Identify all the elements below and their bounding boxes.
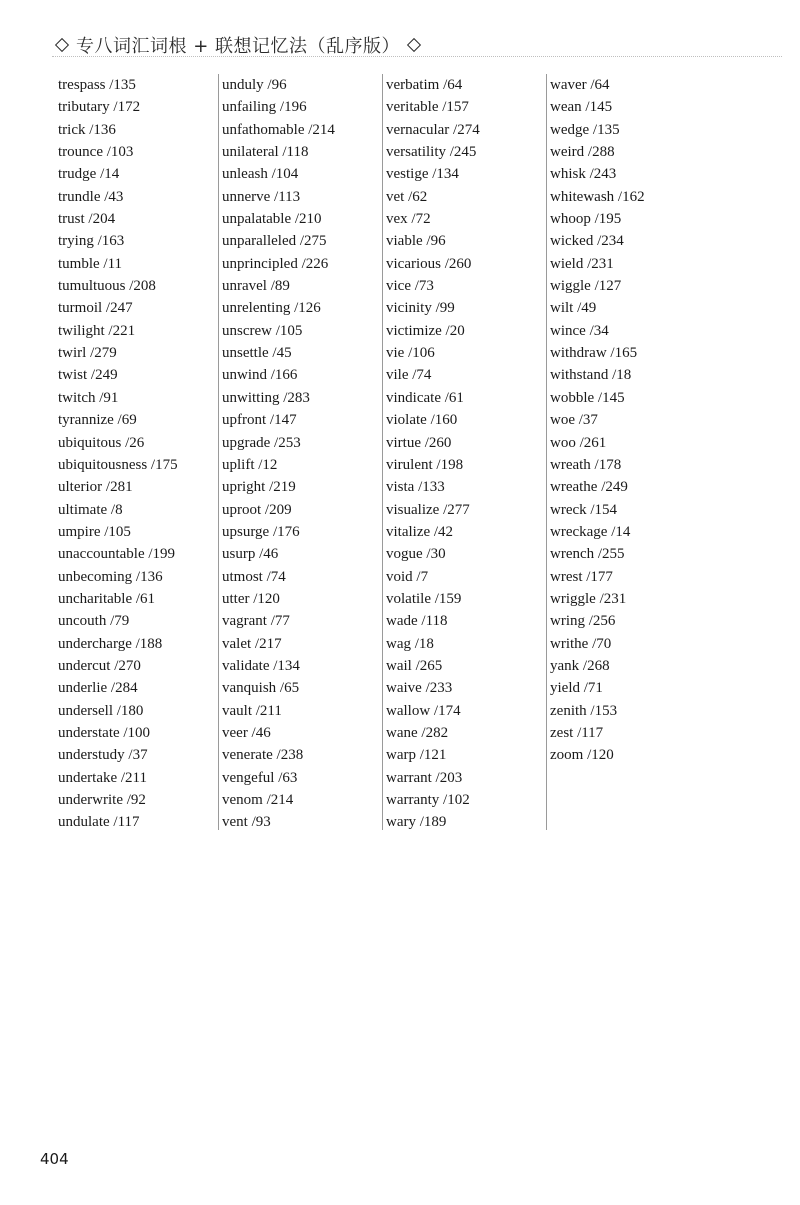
word-entry: yield /71 — [550, 680, 603, 697]
word-entry: undercharge /188 — [58, 635, 163, 652]
word-entry: void /7 — [386, 568, 429, 585]
word-entry: uncharitable /61 — [58, 590, 156, 607]
word-entry: vault /211 — [222, 702, 282, 719]
word-entry: unaccountable /199 — [58, 546, 176, 563]
word-entry: trudge /14 — [58, 166, 120, 183]
word-entry: turmoil /247 — [58, 300, 133, 317]
word-entry: tumultuous /208 — [58, 278, 156, 295]
word-entry: understudy /37 — [58, 747, 148, 764]
word-entry: victimize /20 — [386, 322, 465, 339]
word-entry: valet /217 — [222, 635, 282, 652]
word-entry: unwind /166 — [222, 367, 298, 384]
word-entry: vice /73 — [386, 278, 434, 295]
word-entry: upsurge /176 — [222, 523, 300, 540]
word-entry: weird /288 — [550, 144, 615, 161]
word-entry: wield /231 — [550, 255, 614, 272]
word-entry: waive /233 — [386, 680, 453, 697]
word-entry: warrant /203 — [386, 769, 463, 786]
word-entry: wag /18 — [386, 635, 434, 652]
word-entry: unnerve /113 — [222, 188, 301, 205]
word-entry: whisk /243 — [550, 166, 617, 183]
word-entry: withstand /18 — [550, 367, 632, 384]
word-entry: uplift /12 — [222, 456, 278, 473]
word-entry: wean /145 — [550, 99, 613, 116]
word-entry: venom /214 — [222, 792, 294, 808]
word-entry: vindicate /61 — [386, 389, 464, 406]
word-entry: trundle /43 — [58, 188, 124, 205]
word-entry: vista /133 — [386, 479, 445, 496]
word-entry: woo /261 — [550, 434, 607, 451]
word-entry: unrelenting /126 — [222, 300, 321, 317]
word-entry: vitalize /42 — [386, 523, 454, 540]
word-entry: vie /106 — [386, 345, 435, 362]
word-entry: twirl /279 — [58, 345, 117, 362]
word-entry: upgrade /253 — [222, 434, 301, 451]
word-entry: whitewash /162 — [550, 188, 645, 205]
word-entry: unilateral /118 — [222, 144, 309, 161]
page-number: 404 — [40, 1150, 69, 1168]
word-entry: wriggle /231 — [550, 590, 627, 607]
word-entry: wreath /178 — [550, 456, 622, 473]
word-entry: unscrew /105 — [222, 322, 303, 339]
word-entry: wary /189 — [386, 814, 447, 831]
word-entry: trounce /103 — [58, 144, 134, 161]
column-divider — [382, 74, 383, 830]
word-entry: zoom /120 — [550, 747, 614, 764]
word-column-3 — [386, 74, 480, 834]
word-entry: wicked /234 — [550, 233, 624, 250]
word-entry: unsettle /45 — [222, 345, 292, 362]
word-entry: vengeful /63 — [222, 769, 298, 786]
word-entry: vent /93 — [222, 814, 271, 831]
word-entry: uproot /209 — [222, 501, 292, 518]
word-entry: wreckage /14 — [550, 523, 631, 540]
word-entry: unfathomable /214 — [222, 121, 335, 138]
word-entry: wail /265 — [386, 657, 443, 674]
word-entry: wrench /255 — [550, 546, 625, 563]
word-entry: viable /96 — [386, 233, 446, 250]
word-entry: underwrite /92 — [58, 792, 146, 808]
column-divider — [218, 74, 219, 830]
word-entry: tributary /172 — [58, 99, 141, 116]
word-entry: zest /117 — [550, 724, 604, 741]
word-entry: unpalatable /210 — [222, 211, 322, 228]
word-entry: wade /118 — [386, 613, 448, 630]
header-title: 专八词汇词根 + 联想记忆法（乱序版） — [76, 36, 401, 57]
word-entry: vogue /30 — [386, 546, 446, 563]
word-entry: tumble /11 — [58, 255, 123, 272]
word-entry: unduly /96 — [222, 77, 287, 93]
word-entry: wince /34 — [550, 322, 609, 339]
word-entry: visualize /277 — [386, 501, 470, 518]
word-entry: vicinity /99 — [386, 300, 455, 317]
word-entry: unfailing /196 — [222, 99, 307, 116]
word-entry: unparalleled /275 — [222, 233, 327, 250]
word-entry: wrest /177 — [550, 568, 613, 585]
word-entry: undulate /117 — [58, 814, 140, 831]
word-entry: trick /136 — [58, 121, 116, 138]
word-entry: vile /74 — [386, 367, 432, 384]
word-entry: violate /160 — [386, 412, 458, 429]
word-entry: unbecoming /136 — [58, 568, 163, 585]
word-entry: wring /256 — [550, 613, 616, 630]
word-entry: ubiquitousness /175 — [58, 456, 178, 473]
word-entry: warp /121 — [386, 747, 447, 764]
word-entry: veer /46 — [222, 724, 271, 741]
word-entry: underlie /284 — [58, 680, 138, 697]
word-entry: vernacular /274 — [386, 121, 480, 138]
word-entry: wreck /154 — [550, 501, 618, 518]
word-entry: undersell /180 — [58, 702, 144, 719]
word-entry: wobble /145 — [550, 389, 625, 406]
word-entry: undercut /270 — [58, 657, 141, 674]
word-entry: ubiquitous /26 — [58, 434, 145, 451]
word-entry: utter /120 — [222, 590, 280, 607]
word-entry: usurp /46 — [222, 546, 279, 563]
word-entry: uncouth /79 — [58, 613, 130, 630]
word-entry: wiggle /127 — [550, 278, 622, 295]
word-entry: woe /37 — [550, 412, 598, 429]
word-entry: volatile /159 — [386, 590, 462, 607]
word-entry: wedge /135 — [550, 121, 620, 138]
word-entry: writhe /70 — [550, 635, 612, 652]
word-entry: zenith /153 — [550, 702, 618, 719]
word-entry: utmost /74 — [222, 568, 286, 585]
word-entry: veritable /157 — [386, 99, 469, 116]
word-column-1 — [58, 74, 178, 834]
word-entry: vestige /134 — [386, 166, 459, 183]
word-entry: upfront /147 — [222, 412, 297, 429]
word-column-2 — [222, 74, 335, 834]
diamond-icon — [408, 39, 420, 51]
word-entry: versatility /245 — [386, 144, 477, 161]
word-entry: ultimate /8 — [58, 501, 123, 518]
word-entry: unprincipled /226 — [222, 255, 329, 272]
word-entry: twitch /91 — [58, 389, 119, 406]
word-entry: withdraw /165 — [550, 345, 638, 362]
word-entry: verbatim /64 — [386, 77, 463, 93]
word-entry: wreathe /249 — [550, 479, 628, 496]
word-entry: vagrant /77 — [222, 613, 290, 630]
word-entry: upright /219 — [222, 479, 296, 496]
word-entry: ulterior /281 — [58, 479, 133, 496]
word-entry: trespass /135 — [58, 77, 136, 93]
word-entry: unravel /89 — [222, 278, 290, 295]
word-entry: vex /72 — [386, 211, 431, 228]
word-entry: twilight /221 — [58, 322, 136, 339]
word-entry: virulent /198 — [386, 456, 464, 473]
word-entry: virtue /260 — [386, 434, 452, 451]
diamond-icon — [56, 39, 68, 51]
word-entry: wallow /174 — [386, 702, 461, 719]
word-entry: unleash /104 — [222, 166, 299, 183]
header-rule — [52, 56, 782, 57]
word-entry: unwitting /283 — [222, 389, 310, 406]
word-entry: wilt /49 — [550, 300, 597, 317]
word-column-4 — [550, 74, 645, 767]
word-entry: venerate /238 — [222, 747, 304, 764]
word-entry: vanquish /65 — [222, 680, 300, 697]
word-entry: vet /62 — [386, 188, 428, 205]
word-entry: trust /204 — [58, 211, 116, 228]
word-entry: wane /282 — [386, 724, 449, 741]
word-entry: understate /100 — [58, 724, 151, 741]
column-divider — [546, 74, 547, 830]
word-entry: warranty /102 — [386, 792, 470, 808]
word-entry: tyrannize /69 — [58, 412, 137, 429]
word-entry: twist /249 — [58, 367, 118, 384]
word-entry: umpire /105 — [58, 523, 131, 540]
word-entry: vicarious /260 — [386, 255, 472, 272]
word-entry: validate /134 — [222, 657, 300, 674]
word-entry: trying /163 — [58, 233, 125, 250]
word-entry: yank /268 — [550, 657, 610, 674]
word-entry: undertake /211 — [58, 769, 147, 786]
word-entry: waver /64 — [550, 77, 610, 93]
word-entry: whoop /195 — [550, 211, 622, 228]
